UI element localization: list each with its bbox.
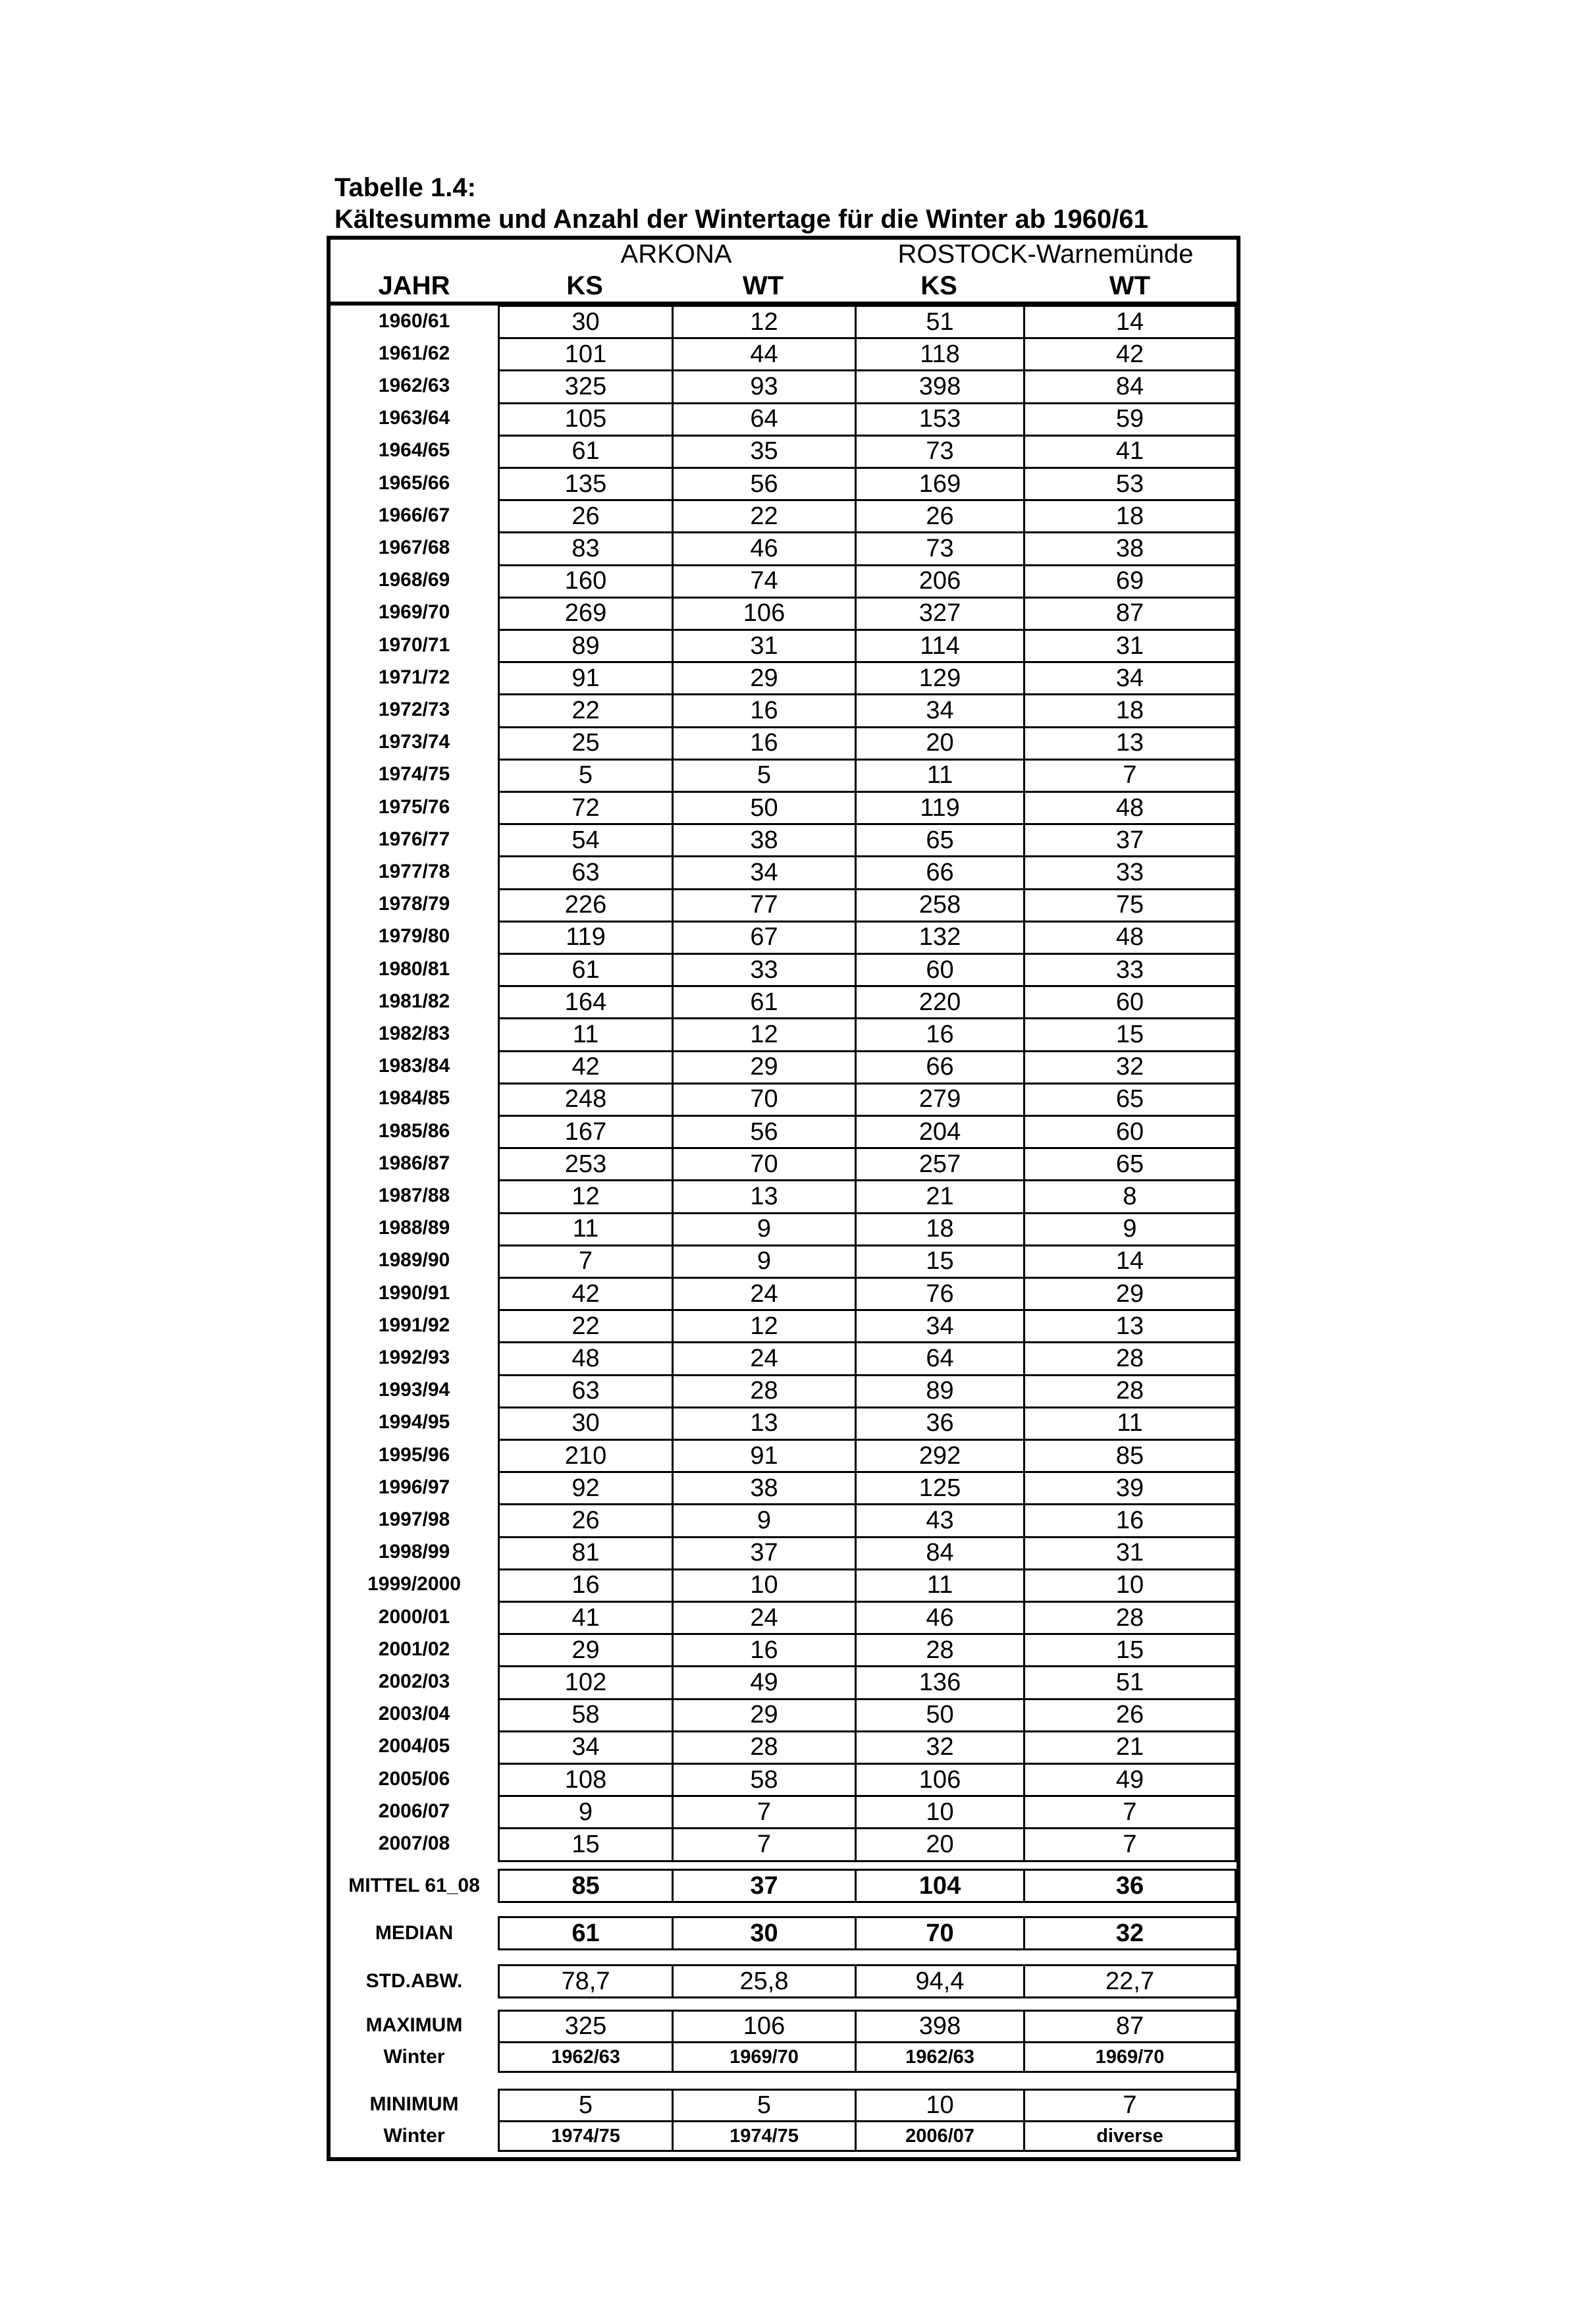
table-cell: 38 [672, 823, 855, 857]
table-cell: 61 [672, 985, 855, 1019]
table-cell: 65 [855, 823, 1023, 857]
table-cell: 114 [855, 629, 1023, 663]
table-cell: 398 [855, 369, 1023, 404]
table-cell: 34 [855, 693, 1023, 728]
stat-cell-median: 61 [498, 1916, 672, 1950]
year-label: 1999/2000 [367, 1573, 461, 1595]
table-cell: 43 [855, 1503, 1023, 1538]
year-label: 1976/77 [378, 828, 450, 850]
table-cell: 269 [498, 597, 672, 631]
table-cell: 91 [498, 661, 672, 695]
table-cell: 7 [1023, 759, 1237, 793]
table-cell: 29 [672, 1050, 855, 1084]
table-cell: 13 [672, 1406, 855, 1441]
table-cell: 60 [1023, 985, 1237, 1019]
table-cell: 14 [1023, 305, 1237, 339]
table-cell: 10 [855, 1795, 1023, 1829]
year-label: 2007/08 [378, 1832, 450, 1854]
year-label: 2000/01 [378, 1605, 450, 1628]
table-cell: 11 [498, 1212, 672, 1246]
table-cell: 9 [498, 1795, 672, 1829]
stat-cell-std: 22,7 [1023, 1964, 1237, 1998]
stat-winter-maximum: 1969/70 [672, 2041, 855, 2073]
table-cell: 33 [1023, 855, 1237, 890]
table-cell: 169 [855, 467, 1023, 501]
table-cell: 108 [498, 1763, 672, 1797]
table-cell: 9 [672, 1212, 855, 1246]
year-label: 1966/67 [378, 504, 450, 526]
table-cell: 125 [855, 1471, 1023, 1505]
table-cell: 18 [1023, 693, 1237, 728]
table-cell: 10 [672, 1568, 855, 1603]
table-cell: 327 [855, 597, 1023, 631]
header-col-wt1: WT [742, 271, 784, 300]
table-cell: 70 [672, 1083, 855, 1117]
year-label: 1988/89 [378, 1217, 450, 1239]
table-cell: 60 [1023, 1115, 1237, 1149]
year-label: 1983/84 [378, 1055, 450, 1077]
table-cell: 58 [498, 1698, 672, 1732]
stat-cell-median: 32 [1023, 1916, 1237, 1950]
header-station-arkona: ARKONA [620, 239, 732, 269]
table-cell: 204 [855, 1115, 1023, 1149]
header-col-ks1: KS [566, 271, 603, 300]
table-cell: 26 [498, 499, 672, 533]
year-label: 2004/05 [378, 1735, 450, 1757]
table-cell: 15 [1023, 1017, 1237, 1052]
year-label: 1993/94 [378, 1379, 450, 1401]
table-cell: 42 [1023, 337, 1237, 371]
table-cell: 61 [498, 953, 672, 987]
table-cell: 72 [498, 791, 672, 825]
year-label: 1984/85 [378, 1087, 450, 1110]
year-label: 1981/82 [378, 990, 450, 1012]
table-cell: 16 [672, 1633, 855, 1667]
table-cell: 13 [672, 1179, 855, 1214]
table-cell: 167 [498, 1115, 672, 1149]
table-cell: 119 [498, 921, 672, 955]
table-cell: 7 [1023, 1827, 1237, 1861]
table-cell: 21 [1023, 1730, 1237, 1765]
table-cell: 21 [855, 1179, 1023, 1214]
year-label: 1963/64 [378, 407, 450, 429]
year-label: 1992/93 [378, 1346, 450, 1368]
stat-cell-minimum: 10 [855, 2089, 1023, 2122]
table-cell: 11 [855, 1568, 1023, 1603]
stat-label-maximum: MAXIMUM [365, 2014, 463, 2036]
header-col-ks2: KS [920, 271, 957, 300]
year-label: 1972/73 [378, 698, 450, 720]
year-label: 1994/95 [378, 1411, 450, 1433]
table-cell: 30 [498, 1406, 672, 1441]
table-cell: 22 [498, 693, 672, 728]
stat-cell-mittel: 85 [498, 1869, 672, 1903]
table-cell: 16 [1023, 1503, 1237, 1538]
year-label: 2005/06 [378, 1767, 450, 1790]
table-cell: 76 [855, 1277, 1023, 1311]
table-cell: 28 [672, 1730, 855, 1765]
table-cell: 70 [672, 1147, 855, 1181]
table-cell: 11 [498, 1017, 672, 1052]
table-cell: 132 [855, 921, 1023, 955]
stat-cell-std: 94,4 [855, 1964, 1023, 1998]
table-cell: 58 [672, 1763, 855, 1797]
table-cell: 81 [498, 1536, 672, 1570]
table-cell: 16 [672, 726, 855, 761]
table-cell: 20 [855, 726, 1023, 761]
table-cell: 89 [498, 629, 672, 663]
stat-cell-mittel: 104 [855, 1869, 1023, 1903]
table-cell: 325 [498, 369, 672, 404]
table-cell: 51 [1023, 1665, 1237, 1700]
table-cell: 66 [855, 855, 1023, 890]
year-label: 1962/63 [378, 374, 450, 396]
table-cell: 34 [1023, 661, 1237, 695]
table-cell: 105 [498, 402, 672, 437]
table-cell: 18 [1023, 499, 1237, 533]
stat-cell-maximum: 106 [672, 2010, 855, 2043]
table-cell: 13 [1023, 726, 1237, 761]
table-cell: 49 [672, 1665, 855, 1700]
year-label: 1968/69 [378, 569, 450, 591]
table-cell: 46 [855, 1601, 1023, 1635]
table-cell: 33 [672, 953, 855, 987]
year-label: 1996/97 [378, 1476, 450, 1498]
table-cell: 26 [855, 499, 1023, 533]
table-cell: 73 [855, 435, 1023, 469]
table-cell: 11 [855, 759, 1023, 793]
year-label: 1989/90 [378, 1249, 450, 1271]
table-cell: 60 [855, 953, 1023, 987]
table-cell: 37 [1023, 823, 1237, 857]
table-cell: 20 [855, 1827, 1023, 1861]
table-cell: 65 [1023, 1147, 1237, 1181]
table-cell: 7 [1023, 1795, 1237, 1829]
stat-cell-std: 25,8 [672, 1964, 855, 1998]
table-cell: 50 [672, 791, 855, 825]
year-label: 1971/72 [378, 666, 450, 688]
table-cell: 35 [672, 435, 855, 469]
table-cell: 153 [855, 402, 1023, 437]
table-cell: 279 [855, 1083, 1023, 1117]
table-cell: 7 [498, 1245, 672, 1279]
table-cell: 59 [1023, 402, 1237, 437]
stat-label-median: MEDIAN [375, 1922, 454, 1944]
table-cell: 28 [672, 1374, 855, 1408]
year-label: 1985/86 [378, 1119, 450, 1142]
table-cell: 292 [855, 1439, 1023, 1473]
stat-winter-maximum: 1962/63 [498, 2041, 672, 2073]
table-cell: 14 [1023, 1245, 1237, 1279]
table-cell: 8 [1023, 1179, 1237, 1214]
year-label: 1967/68 [378, 536, 450, 558]
table-cell: 24 [672, 1601, 855, 1635]
table-cell: 135 [498, 467, 672, 501]
header-col-wt2: WT [1109, 271, 1151, 300]
table-cell: 63 [498, 855, 672, 890]
stat-label-std: STD.ABW. [365, 1970, 463, 1992]
table-cell: 34 [498, 1730, 672, 1765]
table-cell: 25 [498, 726, 672, 761]
table-cell: 9 [1023, 1212, 1237, 1246]
stat-cell-mittel: 36 [1023, 1869, 1237, 1903]
table-cell: 41 [1023, 435, 1237, 469]
table-cell: 36 [855, 1406, 1023, 1441]
table-cell: 63 [498, 1374, 672, 1408]
stat-cell-median: 70 [855, 1916, 1023, 1950]
table-cell: 44 [672, 337, 855, 371]
header-station-rostock: ROSTOCK-Warnemünde [897, 239, 1194, 269]
stat-cell-std: 78,7 [498, 1964, 672, 1998]
year-label: 1965/66 [378, 471, 450, 494]
table-cell: 30 [498, 305, 672, 339]
table-cell: 74 [672, 564, 855, 599]
year-label: 1961/62 [378, 342, 450, 364]
year-label: 1974/75 [378, 763, 450, 786]
table-cell: 53 [1023, 467, 1237, 501]
stat-winter-minimum: 1974/75 [498, 2120, 672, 2152]
stat-winter-maximum: 1969/70 [1023, 2041, 1237, 2073]
stat-cell-minimum: 7 [1023, 2089, 1237, 2122]
year-label: 1975/76 [378, 795, 450, 818]
table-cell: 258 [855, 888, 1023, 923]
table-cell: 32 [1023, 1050, 1237, 1084]
table-cell: 28 [1023, 1374, 1237, 1408]
table-cell: 22 [672, 499, 855, 533]
table-cell: 12 [672, 1017, 855, 1052]
stat-winter-label-minimum: Winter [383, 2125, 445, 2147]
table-cell: 118 [855, 337, 1023, 371]
table-cell: 29 [672, 1698, 855, 1732]
table-cell: 31 [672, 629, 855, 663]
year-label: 2001/02 [378, 1638, 450, 1660]
stat-cell-minimum: 5 [498, 2089, 672, 2122]
year-label: 2006/07 [378, 1800, 450, 1822]
table-cell: 253 [498, 1147, 672, 1181]
header-year: JAHR [378, 271, 450, 300]
table-cell: 15 [855, 1245, 1023, 1279]
year-label: 1969/70 [378, 601, 450, 624]
table-cell: 248 [498, 1083, 672, 1117]
table-cell: 89 [855, 1374, 1023, 1408]
table-title: Kältesumme und Anzahl der Wintertage für die Winter ab 1960/61 [334, 205, 1148, 234]
table-cell: 84 [1023, 369, 1237, 404]
stat-winter-minimum: 2006/07 [855, 2120, 1023, 2152]
table-cell: 210 [498, 1439, 672, 1473]
stat-cell-maximum: 325 [498, 2010, 672, 2043]
year-label: 1973/74 [378, 731, 450, 753]
table-cell: 24 [672, 1341, 855, 1376]
table-cell: 10 [1023, 1568, 1237, 1603]
table-cell: 220 [855, 985, 1023, 1019]
stat-cell-median: 30 [672, 1916, 855, 1950]
table-cell: 54 [498, 823, 672, 857]
table-cell: 38 [1023, 531, 1237, 566]
year-label: 1980/81 [378, 957, 450, 980]
table-cell: 16 [672, 693, 855, 728]
table-cell: 257 [855, 1147, 1023, 1181]
year-label: 1986/87 [378, 1152, 450, 1174]
table-cell: 64 [672, 402, 855, 437]
year-label: 1964/65 [378, 439, 450, 462]
year-label: 1998/99 [378, 1541, 450, 1563]
table-cell: 39 [1023, 1471, 1237, 1505]
table-cell: 49 [1023, 1763, 1237, 1797]
table-cell: 160 [498, 564, 672, 599]
table-cell: 5 [498, 759, 672, 793]
table-cell: 164 [498, 985, 672, 1019]
stat-label-mittel: MITTEL 61_08 [348, 1875, 480, 1896]
table-cell: 42 [498, 1050, 672, 1084]
table-cell: 56 [672, 467, 855, 501]
table-cell: 7 [672, 1827, 855, 1861]
table-cell: 41 [498, 1601, 672, 1635]
table-cell: 29 [498, 1633, 672, 1667]
year-label: 1991/92 [378, 1314, 450, 1336]
stat-winter-minimum: 1974/75 [672, 2120, 855, 2152]
table-cell: 26 [498, 1503, 672, 1538]
table-cell: 15 [1023, 1633, 1237, 1667]
table-cell: 93 [672, 369, 855, 404]
year-label: 2003/04 [378, 1703, 450, 1725]
table-cell: 87 [1023, 597, 1237, 631]
table-cell: 51 [855, 305, 1023, 339]
table-cell: 28 [855, 1633, 1023, 1667]
table-cell: 9 [672, 1503, 855, 1538]
table-cell: 85 [1023, 1439, 1237, 1473]
table-cell: 61 [498, 435, 672, 469]
year-label: 2002/03 [378, 1670, 450, 1692]
table-cell: 206 [855, 564, 1023, 599]
table-cell: 32 [855, 1730, 1023, 1765]
table-cell: 29 [672, 661, 855, 695]
stat-cell-maximum: 87 [1023, 2010, 1237, 2043]
table-cell: 67 [672, 921, 855, 955]
year-label: 1960/61 [378, 309, 450, 332]
table-cell: 101 [498, 337, 672, 371]
table-cell: 69 [1023, 564, 1237, 599]
table-cell: 73 [855, 531, 1023, 566]
table-cell: 64 [855, 1341, 1023, 1376]
stat-winter-label-maximum: Winter [383, 2046, 445, 2068]
table-cell: 5 [672, 759, 855, 793]
table-cell: 31 [1023, 629, 1237, 663]
table-cell: 136 [855, 1665, 1023, 1700]
table-cell: 48 [498, 1341, 672, 1376]
year-label: 1982/83 [378, 1022, 450, 1044]
table-cell: 77 [672, 888, 855, 923]
table-cell: 38 [672, 1471, 855, 1505]
table-cell: 12 [498, 1179, 672, 1214]
table-cell: 26 [1023, 1698, 1237, 1732]
table-cell: 48 [1023, 921, 1237, 955]
table-cell: 34 [855, 1309, 1023, 1343]
table-cell: 66 [855, 1050, 1023, 1084]
table-cell: 22 [498, 1309, 672, 1343]
table-cell: 12 [672, 305, 855, 339]
stat-cell-mittel: 37 [672, 1869, 855, 1903]
year-label: 1978/79 [378, 893, 450, 915]
year-label: 1970/71 [378, 633, 450, 656]
table-cell: 75 [1023, 888, 1237, 923]
table-cell: 31 [1023, 1536, 1237, 1570]
table-cell: 15 [498, 1827, 672, 1861]
table-cell: 28 [1023, 1601, 1237, 1635]
table-cell: 18 [855, 1212, 1023, 1246]
table-cell: 13 [1023, 1309, 1237, 1343]
table-cell: 91 [672, 1439, 855, 1473]
table-cell: 16 [498, 1568, 672, 1603]
table-number: Tabelle 1.4: [334, 173, 476, 202]
table-cell: 226 [498, 888, 672, 923]
table-cell: 92 [498, 1471, 672, 1505]
year-label: 1997/98 [378, 1508, 450, 1530]
year-label: 1995/96 [378, 1443, 450, 1466]
table-cell: 83 [498, 531, 672, 566]
table-cell: 28 [1023, 1341, 1237, 1376]
table-cell: 84 [855, 1536, 1023, 1570]
table-cell: 119 [855, 791, 1023, 825]
table-cell: 106 [855, 1763, 1023, 1797]
table-cell: 46 [672, 531, 855, 566]
table-cell: 9 [672, 1245, 855, 1279]
table-cell: 129 [855, 661, 1023, 695]
table-cell: 11 [1023, 1406, 1237, 1441]
stat-label-minimum: MINIMUM [369, 2093, 459, 2115]
stat-cell-maximum: 398 [855, 2010, 1023, 2043]
year-label: 1987/88 [378, 1184, 450, 1206]
table-cell: 48 [1023, 791, 1237, 825]
table-cell: 33 [1023, 953, 1237, 987]
table-cell: 24 [672, 1277, 855, 1311]
stat-cell-minimum: 5 [672, 2089, 855, 2122]
table-cell: 12 [672, 1309, 855, 1343]
table-cell: 29 [1023, 1277, 1237, 1311]
stat-winter-maximum: 1962/63 [855, 2041, 1023, 2073]
year-label: 1979/80 [378, 925, 450, 948]
stat-winter-minimum: diverse [1023, 2120, 1237, 2152]
table-cell: 16 [855, 1017, 1023, 1052]
table-cell: 7 [672, 1795, 855, 1829]
table-cell: 65 [1023, 1083, 1237, 1117]
table-cell: 37 [672, 1536, 855, 1570]
year-label: 1977/78 [378, 860, 450, 882]
table-cell: 102 [498, 1665, 672, 1700]
table-cell: 50 [855, 1698, 1023, 1732]
table-cell: 56 [672, 1115, 855, 1149]
table-cell: 106 [672, 597, 855, 631]
table-cell: 42 [498, 1277, 672, 1311]
year-label: 1990/91 [378, 1281, 450, 1304]
table-cell: 34 [672, 855, 855, 890]
